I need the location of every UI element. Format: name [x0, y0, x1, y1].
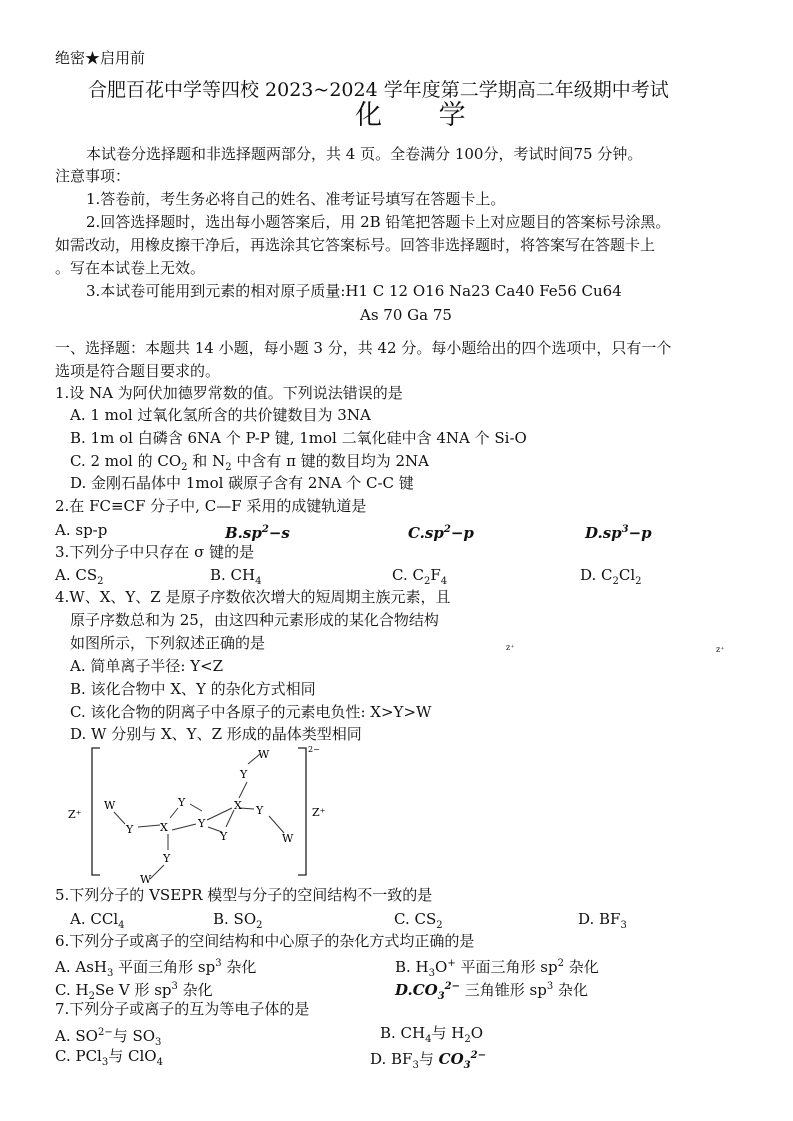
q7-stem: 7.下列分子或离子的互为等电子体的是 — [55, 1000, 310, 1018]
q3-option-d: D. $C_2Cl_2$ — [580, 566, 642, 587]
q3-option-c: C. $C_2F_4$ — [392, 566, 448, 587]
q5-option-b: B. $SO_2$ — [213, 910, 263, 931]
q1-option-b: B. 1m ol 白磷含 6NA 个 P-P 键, 1mol 二氧化硅中含 4NA 个 Si-O — [70, 429, 527, 447]
notice-2a: 2.回答选择题时，选出每小题答案后，用 2B 铅笔把答题卡上对应题目的答案标号涂黑。 — [86, 213, 671, 231]
q5-stem: 5.下列分子的 VSEPR 模型与分子的空间结构不一致的是 — [55, 886, 433, 904]
q2-option-d: $D.sp^3-p$ — [585, 524, 652, 542]
atom-y7: Y — [256, 804, 264, 817]
atom-y5: Y — [220, 830, 228, 843]
q4-option-b: B. 该化合物中 X、Y 的杂化方式相同 — [70, 680, 316, 698]
q5-option-d: D. $BF_3$ — [578, 910, 627, 931]
z-right: Z⁺ — [312, 806, 326, 819]
q2-option-b: $B.sp^2-s$ — [225, 524, 290, 542]
notice-2b: 如需改动，用橡皮擦干净后，再选涂其它答案标号。回答非选择题时，将答案写在答题卡上 — [55, 236, 656, 254]
q6-option-d: $D.CO_3^{2-}$ 三角锥形 $sp^3$ 杂化 — [395, 981, 589, 1002]
q1-option-a: A. 1 mol 过氧化氢所含的共价键数目为 3NA — [70, 406, 371, 424]
atom-w4: W — [282, 832, 294, 845]
exam-title: 合肥百花中学等四校 2023~2024 学年度第二学期高二年级期中考试 — [88, 79, 669, 101]
q7-option-d: D. $BF_3$与 $CO_3^{2-}$ — [370, 1050, 486, 1071]
atom-labels — [104, 748, 294, 883]
z-left: Z⁺ — [68, 808, 82, 821]
q6-option-c: C. $H_2Se$ V 形 $sp^3$ 杂化 — [55, 981, 213, 1002]
atom-w2: W — [140, 873, 152, 883]
q4-option-a: A. 简单离子半径: Y<Z — [70, 657, 224, 675]
bracket-left — [92, 748, 100, 875]
q3-option-a: A. $CS_2$ — [55, 566, 104, 587]
notice-title: 注意事项： — [55, 167, 131, 185]
q2-stem: 2.在 FC≡CF 分子中, C—F 采用的成键轨道是 — [55, 497, 367, 515]
q1-stem: 1.设 NA 为阿伏加德罗常数的值。下列说法错误的是 — [55, 384, 403, 402]
atom-y6: Y — [240, 768, 248, 781]
atom-y4: Y — [163, 852, 171, 865]
atom-y3: Y — [198, 817, 206, 830]
q7-option-c: C. PCl$_3$与 ClO$_4$ — [55, 1047, 163, 1068]
atom-w1: W — [104, 799, 116, 812]
atom-x1: X — [160, 821, 168, 834]
q3-stem: 3.下列分子中只存在 σ 键的是 — [55, 543, 255, 561]
q2-option-c: $C.sp^2-p$ — [408, 524, 474, 542]
q6-stem: 6.下列分子或离子的空间结构和中心原子的杂化方式均正确的是 — [55, 932, 475, 950]
q4-stem-3: 如图所示，下列叙述正确的是 — [70, 634, 266, 652]
q1-option-c: C. 2 mol 的 $CO_2$ 和 $N_2$ 中含有 π 键的数目均为 2NA — [70, 452, 430, 473]
q4-stem-2: 原子序数总和为 25，由这四种元素形成的某化合物结构 — [70, 611, 439, 629]
q5-option-c: C. $CS_2$ — [394, 910, 443, 931]
notice-1: 1.答卷前，考生务必将自己的姓名、准考证号填写在答题卡上。 — [86, 190, 506, 208]
secret-mark: 绝密★启用前 — [55, 49, 146, 67]
section-heading-b: 选项是符合题目要求的。 — [55, 362, 221, 380]
q3-option-b: B. $CH_4$ — [210, 566, 262, 587]
q7-option-b: B. $CH_4$与 $H_2O$ — [380, 1024, 484, 1045]
bracket-right — [298, 748, 306, 875]
charge-label: 2− — [308, 745, 320, 754]
section-heading-a: 一、选择题：本题共 14 小题，每小题 3 分，共 42 分。每小题给出的四个选项中，只有一个 — [55, 339, 672, 357]
intro-line: 本试卷分选择题和非选择题两部分，共 4 页。全卷满分 100分，考试时间75 分钟。 — [86, 145, 643, 163]
notice-2c: 。写在本试卷上无效。 — [55, 259, 206, 277]
subject-title: 化 学 — [355, 100, 490, 131]
q4-option-d: D. W 分别与 X、Y、Z 形成的晶体类型相同 — [70, 725, 362, 743]
q7-option-a: A. $SO^{2-}$与 $SO_3$ — [55, 1027, 162, 1048]
q1-option-d: D. 金刚石晶体中 1mol 碳原子含有 2NA 个 C-C 键 — [70, 474, 414, 492]
stray-mark-2: z⁺ — [716, 645, 725, 654]
atom-w3: W — [258, 748, 270, 761]
q4-stem-1: 4.W、X、Y、Z 是原子序数依次增大的短周期主族元素，且 — [55, 588, 451, 606]
atom-y1: Y — [126, 823, 134, 836]
q2-option-a: A. sp-p — [55, 521, 108, 539]
notice-3b: As 70 Ga 75 — [360, 306, 452, 324]
q4-structure-figure — [62, 738, 352, 883]
notice-3a: 3.本试卷可能用到元素的相对原子质量:H1 C 12 O16 Na23 Ca40 Fe56 Cu64 — [86, 282, 622, 300]
stray-mark-1: z⁺ — [506, 643, 515, 652]
q5-option-a: A. CCl$_4$ — [70, 910, 125, 931]
q6-option-b: B. $H_3O^+$ 平面三角形 $sp^2$ 杂化 — [395, 958, 599, 979]
atom-y2: Y — [178, 796, 186, 809]
atom-x2: X — [234, 799, 242, 812]
q4-option-c: C. 该化合物的阴离子中各原子的元素电负性: X>Y>W — [70, 703, 432, 721]
q6-option-a: A. AsH$_3$ 平面三角形 $sp^3$ 杂化 — [55, 958, 257, 979]
